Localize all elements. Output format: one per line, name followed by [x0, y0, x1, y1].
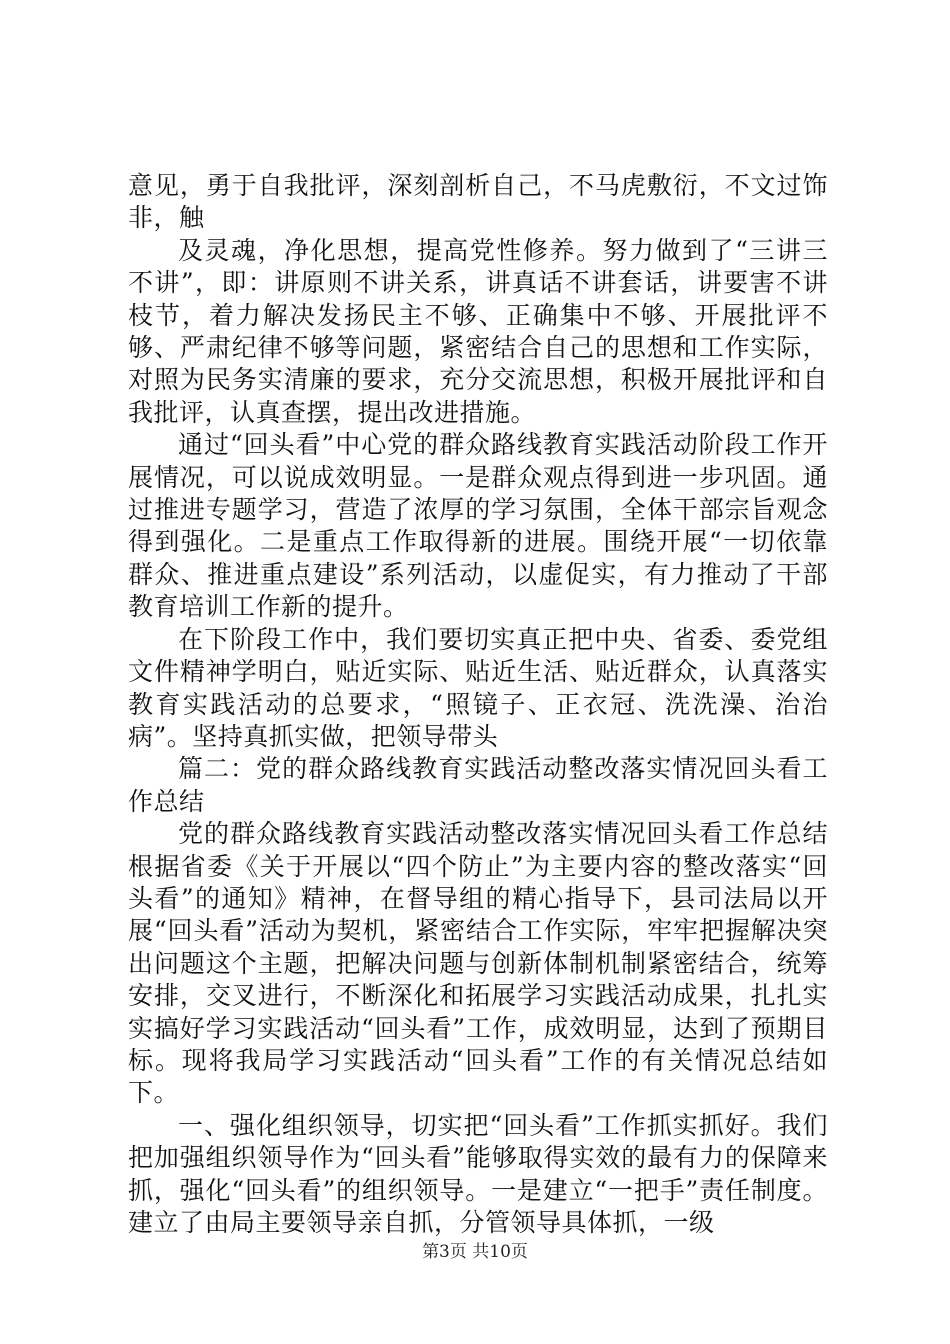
paragraph-5: 党的群众路线教育实践活动整改落实情况回头看工作总结根据省委《关于开展以“四个防止”为主要内容的整改落实“回头看”的通知》精神，在督导组的精心指导下，县司法局以开展“回头看”活动为契机，紧密结合工作实际，牢牢把握解决突出问题这个主题，把解决问题与创新体制机制紧密结合，统筹安排，交叉进行，不断深化和拓展学习实践活动成果，扎扎实实搞好学习实践活动“回头看”工作，成效明显，达到了预期目标。现将我局学习实践活动“回头看”工作的有关情况总结如下。 — [128, 819, 828, 1108]
paragraph-2: 及灵魂，净化思想，提高党性修养。努力做到了“三讲三不讲”，即：讲原则不讲关系，讲真话不讲套话，讲要害不讲枝节，着力解决发扬民主不够、正确集中不够、开展批评不够、严肃纪律不够等问题，紧密结合自己的思想和工作实际，对照为民务实清廉的要求，充分交流思想，积极开展批评和自我批评，认真查摆，提出改进措施。 — [128, 235, 828, 427]
paragraph-1: 意见，勇于自我批评，深刻剖析自己，不马虎敷衍，不文过饰非，触 — [128, 171, 828, 233]
paragraph-6: 一、强化组织领导，切实把“回头看”工作抓实抓好。我们把加强组织领导作为“回头看”能够取得实效的最有力的保障来抓，强化“回头看”的组织领导。一是建立“一把手”责任制度。建立了由局主要领导亲自抓，分管领导具体抓，一级 — [128, 1110, 828, 1237]
paragraph-4: 在下阶段工作中，我们要切实真正把中央、省委、委党组文件精神学明白，贴近实际、贴近生活、贴近群众，认真落实教育实践活动的总要求，“照镜子、正衣冠、洗洗澡、治治病”。坚持真抓实做，把领导带头 — [128, 624, 828, 751]
paragraph-3: 通过“回头看”中心党的群众路线教育实践活动阶段工作开展情况，可以说成效明显。一是群众观点得到进一步巩固。通过推进专题学习，营造了浓厚的学习氛围，全体干部宗旨观念得到强化。二是重点工作取得新的进展。围绕开展“一切依靠群众、推进重点建设”系列活动，以虚促实，有力推动了干部教育培训工作新的提升。 — [128, 430, 828, 622]
page-footer: 第3页 共10页 — [422, 1242, 528, 1262]
document-body — [128, 170, 828, 1239]
section-heading: 篇二：党的群众路线教育实践活动整改落实情况回头看工作总结 — [128, 754, 828, 816]
